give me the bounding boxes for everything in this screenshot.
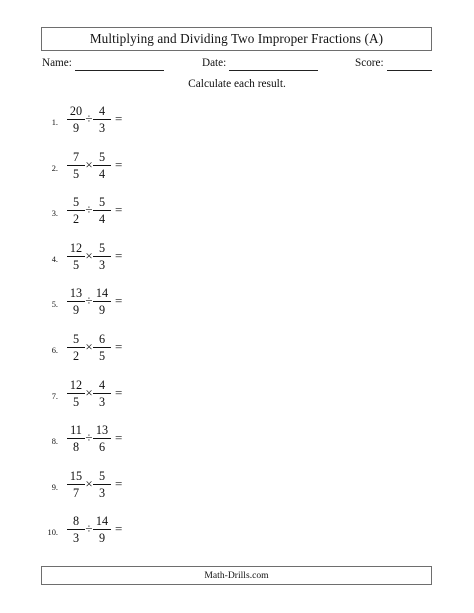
problem-row — [0, 332, 474, 372]
second-fraction — [93, 514, 111, 545]
problem-row — [0, 241, 474, 281]
problem-number: 10. — [47, 528, 58, 538]
equals-sign: = — [115, 293, 123, 309]
problem-row — [0, 378, 474, 418]
numerator: 8 — [72, 514, 80, 529]
equals-sign: = — [115, 384, 123, 400]
operator-sign: ÷ — [85, 202, 93, 218]
problem-row — [0, 469, 474, 509]
equals-sign: = — [115, 111, 123, 126]
numerator: 5 — [98, 195, 106, 210]
operator-sign: ÷ — [85, 430, 93, 446]
second-fraction — [93, 241, 111, 272]
denominator: 5 — [72, 166, 80, 181]
equals-sign: = — [115, 247, 123, 263]
equals-sign: = — [115, 430, 123, 446]
second-fraction — [93, 423, 111, 454]
problem-row — [0, 514, 474, 554]
denominator: 4 — [98, 166, 106, 181]
problem-number: 3. — [51, 209, 58, 219]
operator-sign: ÷ — [85, 111, 93, 126]
fraction-bar — [93, 393, 111, 394]
denominator: 3 — [98, 394, 106, 409]
operator-sign: ÷ — [85, 521, 93, 537]
numerator: 4 — [98, 377, 106, 392]
operator-sign: × — [85, 475, 93, 491]
operator-sign: ÷ — [85, 293, 93, 309]
second-fraction — [93, 150, 111, 181]
equals-sign: = — [115, 202, 123, 218]
fraction-bar — [93, 484, 111, 485]
worksheet-title-text: Multiplying and Dividing Two Improper Fractions (A) — [89, 31, 384, 46]
second-fraction — [93, 332, 111, 363]
problem-number: 4. — [51, 254, 58, 264]
problem-number: 2. — [51, 163, 58, 173]
score-line — [387, 70, 432, 71]
name-line — [75, 70, 164, 71]
problem-number: 9. — [51, 482, 58, 492]
problem-row — [0, 150, 474, 190]
denominator: 5 — [98, 349, 106, 363]
denominator: 5 — [72, 394, 80, 409]
fraction-bar — [93, 438, 111, 439]
equals-sign: = — [115, 339, 123, 354]
problem-number: 6. — [51, 346, 58, 355]
numerator: 6 — [98, 332, 106, 346]
second-fraction — [93, 469, 111, 500]
instructions: Calculate each result. — [188, 78, 286, 90]
denominator: 7 — [72, 485, 80, 500]
numerator: 5 — [72, 195, 80, 210]
equals-sign: = — [115, 156, 123, 172]
numerator: 11 — [70, 423, 82, 438]
worksheet-title — [41, 27, 432, 51]
numerator: 15 — [69, 468, 83, 483]
denominator: 5 — [72, 257, 80, 272]
fraction-bar — [93, 165, 111, 166]
footer-text: Math-Drills.com — [204, 570, 269, 581]
fraction-bar — [93, 119, 111, 120]
fraction-bar — [93, 256, 111, 257]
footer — [41, 566, 432, 585]
denominator: 2 — [72, 349, 80, 363]
second-fraction — [93, 104, 111, 135]
numerator: 13 — [69, 286, 83, 301]
fraction-bar — [93, 301, 111, 302]
equals-sign: = — [115, 475, 123, 491]
fraction-bar — [93, 210, 111, 211]
operator-sign: × — [85, 156, 93, 172]
date-label: Date: — [202, 57, 227, 69]
problem-row — [0, 286, 474, 326]
operator-sign: × — [85, 339, 93, 354]
second-fraction — [93, 286, 111, 317]
denominator: 8 — [72, 440, 80, 455]
second-fraction — [93, 195, 111, 226]
problem-row — [0, 423, 474, 463]
numerator: 4 — [98, 104, 106, 118]
problem-number: 5. — [51, 300, 58, 310]
denominator: 3 — [98, 257, 106, 272]
second-fraction — [93, 378, 111, 409]
problem-number: 1. — [51, 118, 58, 127]
name-label: Name: — [42, 57, 72, 69]
date-line — [229, 70, 318, 71]
denominator: 3 — [98, 485, 106, 500]
score-label: Score: — [355, 57, 384, 69]
numerator: 12 — [69, 240, 83, 255]
numerator: 5 — [98, 149, 106, 164]
operator-sign: × — [85, 247, 93, 263]
denominator: 9 — [72, 303, 80, 318]
numerator: 14 — [95, 514, 109, 529]
numerator: 20 — [69, 104, 83, 118]
numerator: 5 — [98, 468, 106, 483]
denominator: 3 — [98, 121, 106, 135]
denominator: 6 — [98, 440, 106, 455]
denominator: 2 — [72, 212, 80, 227]
numerator: 12 — [69, 377, 83, 392]
denominator: 9 — [98, 303, 106, 318]
denominator: 3 — [72, 531, 80, 546]
denominator: 9 — [98, 531, 106, 546]
numerator: 5 — [98, 240, 106, 255]
fraction-bar — [93, 347, 111, 348]
denominator: 9 — [72, 121, 80, 135]
problem-row — [0, 195, 474, 235]
problem-row — [0, 104, 474, 144]
numerator: 14 — [95, 286, 109, 301]
fraction-bar — [93, 529, 111, 530]
numerator: 5 — [72, 332, 80, 346]
numerator: 13 — [95, 423, 109, 438]
problem-number: 8. — [51, 437, 58, 447]
numerator: 7 — [72, 149, 80, 164]
denominator: 4 — [98, 212, 106, 227]
operator-sign: × — [85, 384, 93, 400]
equals-sign: = — [115, 521, 123, 537]
problem-number: 7. — [51, 391, 58, 401]
